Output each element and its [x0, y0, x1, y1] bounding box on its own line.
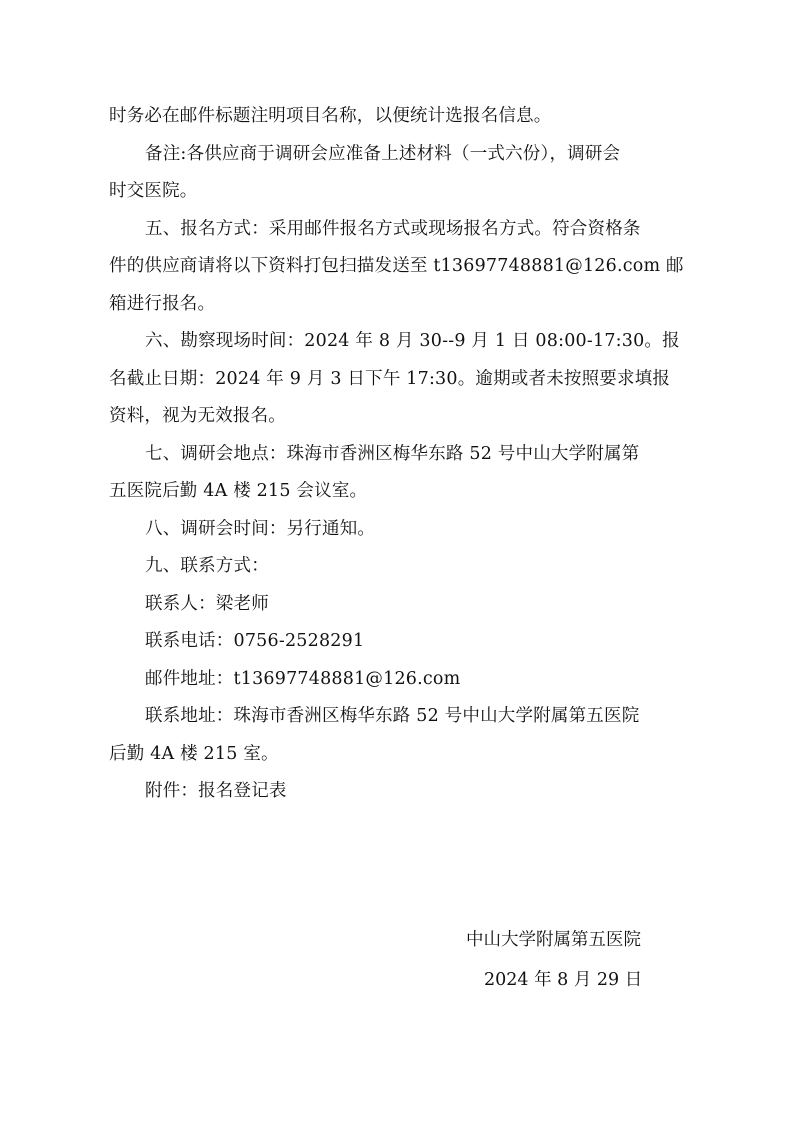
paragraph-line: 五医院后勤 4A 楼 215 会议室。 — [109, 481, 368, 501]
paragraph-line: 时交医院。 — [109, 181, 198, 201]
paragraph-line: 后勤 4A 楼 215 室。 — [109, 743, 279, 764]
paragraph-line: 八、调研会时间：另行通知。 — [145, 518, 376, 539]
paragraph-line: 五、报名方式：采用邮件报名方式或现场报名方式。符合资格条 — [145, 218, 641, 239]
paragraph-line: 九、联系方式： — [145, 556, 269, 576]
paragraph-line: 备注:各供应商于调研会应准备上述材料（一式六份），调研会 — [145, 143, 621, 164]
paragraph-line: 箱进行报名。 — [109, 293, 216, 314]
paragraph-line: 件的供应商请将以下资料打包扫描发送至 t13697748881@126.com 邮 — [109, 256, 684, 276]
document-body — [109, 98, 689, 811]
paragraph-line: 七、调研会地点：珠海市香洲区梅华东路 52 号中山大学附属第 — [145, 443, 640, 464]
contact-person: 联系人：梁老师 — [145, 593, 269, 614]
contact-phone: 联系电话：0756-2528291 — [145, 631, 365, 651]
signature-organization: 中山大学附属第五医院 — [466, 930, 641, 950]
attachment-line: 附件：报名登记表 — [145, 781, 287, 801]
signature-date: 2024 年 8 月 29 日 — [484, 970, 643, 990]
paragraph-line: 六、勘察现场时间：2024 年 8 月 30--9 月 1 日 08:00-17:30。报 — [145, 331, 680, 351]
paragraph-line: 资料，视为无效报名。 — [109, 406, 286, 426]
contact-email: 邮件地址：t13697748881@126.com — [145, 668, 461, 689]
signature-block — [0, 922, 793, 1002]
paragraph-line: 名截止日期：2024 年 9 月 3 日下午 17:30。逾期或者未按照要求填报 — [109, 368, 671, 389]
contact-address: 联系地址：珠海市香洲区梅华东路 52 号中山大学附属第五医院 — [145, 706, 640, 726]
paragraph-line: 时务必在邮件标题注明项目名称，以便统计选报名信息。 — [109, 106, 552, 126]
